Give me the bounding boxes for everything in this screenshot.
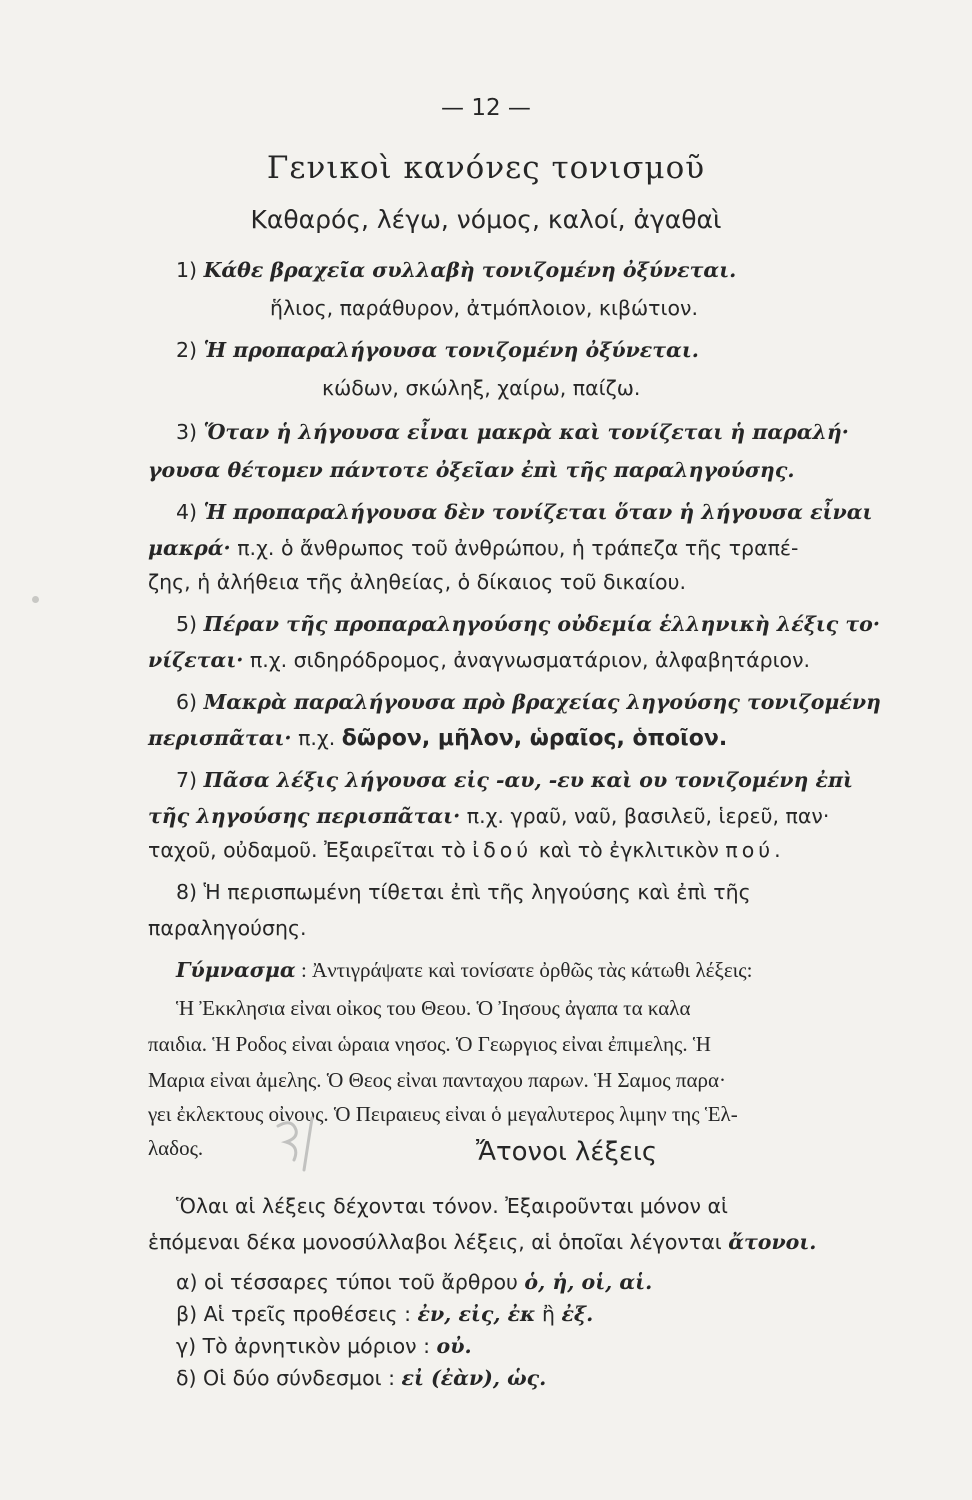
rule-examples: καὶ τὸ ἐγκλιτικὸν <box>532 838 726 862</box>
rule-7-cont2 <box>148 840 908 861</box>
atonoi-item-c <box>176 1336 936 1357</box>
atonoi-item-a <box>176 1272 936 1293</box>
item-text: α) οἱ τέσσαρες τύποι τοῦ ἄρθρου <box>176 1270 525 1294</box>
rule-number: 1) <box>176 258 204 282</box>
rule-number: 6) <box>176 690 204 714</box>
atonoi-item-d <box>176 1368 936 1389</box>
item-words: ὁ, ἡ, οἱ, αἱ. <box>524 1270 653 1294</box>
atonoi-line <box>148 1232 908 1253</box>
rule-number: 7) <box>176 768 204 792</box>
rule-number: 3) <box>176 420 204 444</box>
rule-5-cont <box>148 650 908 671</box>
rule-examples: δῶρον, μῆλον, ὡραῖος, ὁποῖον. <box>341 726 728 751</box>
atonoi-line: Ὅλαι αἱ λέξεις δέχονται τόνον. Ἐξαιροῦνται μόνον αἱ <box>176 1194 728 1218</box>
exercise-line: Ἡ Ἐκκλησια εἰναι οἰκος του Θεου. Ὁ Ἰησους ἀγαπα τα καλα <box>176 996 691 1020</box>
exercise-heading <box>176 960 936 981</box>
rule-8: 8) Ἡ περισπωμένη τίθεται ἐπὶ τῆς ληγούσης καὶ ἐπὶ τῆς <box>176 880 751 904</box>
rule-text: Πᾶσα λέξις λήγουσα εἰς -αυ, -ευ καὶ ου τονιζομένη ἐπὶ <box>203 768 853 792</box>
rule-6-cont <box>148 728 908 750</box>
page-heading: Γενικοὶ κανόνες τονισμοῦ <box>266 150 706 186</box>
rule-text: νίζεται· <box>148 648 244 672</box>
exercise-line: λαδος. <box>148 1136 204 1160</box>
rule-2-examples: κώδων, σκώληξ, χαίρω, παίζω. <box>322 376 641 400</box>
rule-text: Μακρὰ παραλήγουσα πρὸ βραχείας ληγούσης τονιζομένη <box>203 690 881 714</box>
rule-text: γουσα θέτομεν πάντοτε ὀξεῖαν ἐπὶ τῆς παραληγούσης. <box>148 458 795 482</box>
rule-text: Πέραν τῆς προπαραληγούσης οὐδεμία ἑλληνικὴ λέξις το· <box>203 612 880 636</box>
rule-number: 2) <box>176 338 204 362</box>
exercise-line: Μαρια εἰναι ἀμελης. Ὁ Θεος εἰναι πανταχου παρων. Ἡ Σαμος παρα· <box>148 1068 726 1092</box>
rule-4 <box>176 502 936 523</box>
spaced-word: πού. <box>725 838 785 862</box>
examples-title: Καθαρός, λέγω, νόμος, καλοί, ἀγαθαὶ <box>250 205 722 234</box>
rule-text: μακρά· <box>148 536 231 560</box>
item-text: ἢ <box>535 1302 562 1326</box>
rule-text: τῆς ληγούσης περισπᾶται· <box>148 804 461 828</box>
section-heading-atonoi: Ἄτονοι λέξεις <box>476 1137 658 1167</box>
exercise-line: γει ἐκλεκτους οἰνους. Ὁ Πειραιευς εἰναι ὁ μεγαλυτερος λιμην της Ἑλ- <box>148 1102 738 1126</box>
atonoi-text: ἑπόμεναι δέκα μονοσύλλαβοι λέξεις, αἱ ὁποῖαι λέγονται <box>148 1230 729 1254</box>
spaced-word: ἰδού <box>472 838 533 862</box>
rule-examples: ταχοῦ, οὐδαμοῦ. Ἐξαιρεῖται τὸ <box>148 838 473 862</box>
rule-1-examples: ἥλιος, παράθυρον, ἀτμόπλοιον, κιβώτιον. <box>270 296 698 320</box>
rule-7 <box>176 770 936 791</box>
rule-8-cont: παραληγούσης. <box>148 916 307 940</box>
item-words: ἐν, εἰς, ἐκ <box>417 1302 536 1326</box>
rule-5 <box>176 614 936 635</box>
item-text: γ) Τὸ ἀρνητικὸν μόριον : <box>176 1334 437 1358</box>
atonoi-term: ἄτονοι. <box>728 1230 817 1254</box>
rule-3 <box>176 422 936 443</box>
rule-1 <box>176 260 936 281</box>
exercise-instruction: : Ἀντιγράψατε καὶ τονίσατε ὀρθῶς τὰς κάτωθι λέξεις: <box>295 958 753 982</box>
item-text: β) Αἱ τρεῖς προθέσεις : <box>176 1302 418 1326</box>
rule-2 <box>176 340 936 361</box>
rule-examples: π.χ. ὁ ἄνθρωπος τοῦ ἀνθρώπου, ἡ τράπεζα τῆς τραπέ- <box>230 536 799 560</box>
rule-text: Ἡ προπαραλήγουσα τονιζομένη ὀξύνεται. <box>203 338 699 362</box>
exercise-label: Γύμνασμα <box>176 958 296 982</box>
rule-text: περισπᾶται· <box>148 726 292 750</box>
rule-text: Ὅταν ἡ λήγουσα εἶναι μακρὰ καὶ τονίζεται ἡ παραλή· <box>203 420 849 444</box>
rule-number: 4) <box>176 500 204 524</box>
rule-number: 5) <box>176 612 204 636</box>
item-words: εἰ (ἐὰν), ὡς. <box>401 1366 547 1390</box>
pencil-mark-icon <box>268 1112 328 1172</box>
rule-7-cont <box>148 806 908 827</box>
rule-examples: π.χ. γραῦ, ναῦ, βασιλεῦ, ἱερεῦ, παν· <box>460 804 830 828</box>
paper-speck <box>32 596 39 603</box>
rule-4-cont2: ζης, ἡ ἀλήθεια τῆς ἀληθείας, ὁ δίκαιος τοῦ δικαίου. <box>148 570 686 594</box>
item-text: δ) Οἱ δύο σύνδεσμοι : <box>176 1366 402 1390</box>
example-prefix: π.χ. <box>291 726 342 750</box>
page-number: — 12 — <box>441 95 531 121</box>
rule-4-cont <box>148 538 908 559</box>
rule-examples: π.χ. σιδηρόδρομος, ἀναγνωσματάριον, ἀλφαβητάριον. <box>243 648 811 672</box>
exercise-line: παιδια. Ἡ Ροδος εἰναι ὡραια νησος. Ὁ Γεωργιος εἰναι ἐπιμελης. Ἡ <box>148 1032 711 1056</box>
rule-3-cont <box>148 460 908 481</box>
atonoi-item-b <box>176 1304 936 1325</box>
rule-text: Ἡ προπαραλήγουσα δὲν τονίζεται ὅταν ἡ λήγουσα εἶναι <box>203 500 873 524</box>
rule-6 <box>176 692 936 713</box>
rule-text: Κάθε βραχεῖα συλλαβὴ τονιζομένη ὀξύνεται. <box>203 258 737 282</box>
item-words: ἐξ. <box>561 1302 594 1326</box>
item-words: οὐ. <box>436 1334 472 1358</box>
